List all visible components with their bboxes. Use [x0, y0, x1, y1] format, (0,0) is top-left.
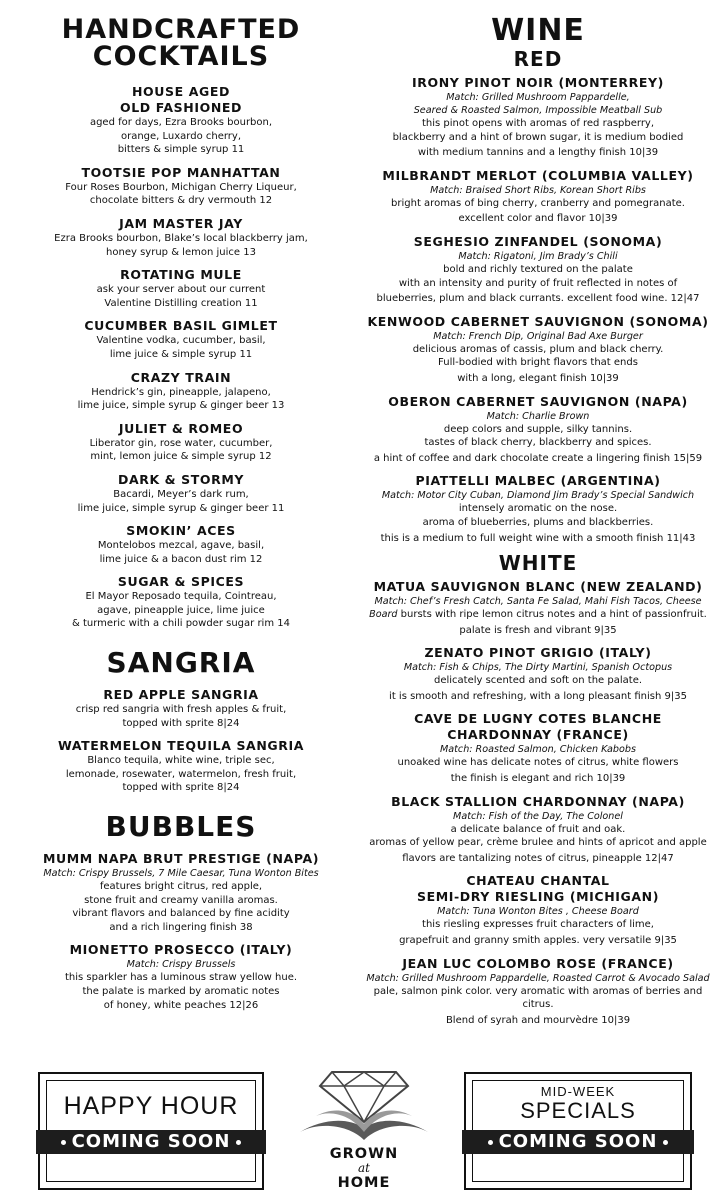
- bubbles-desc: stone fruit and creamy vanilla aromas.: [84, 894, 278, 906]
- wine-price-line: excellent color and flavor 10|39: [458, 213, 618, 225]
- cocktail-item: [14, 472, 348, 515]
- wine-item: [362, 645, 714, 703]
- wine-name: BLACK STALLION CHARDONNAY (NAPA): [391, 793, 685, 809]
- sangria-desc: crisp red sangria with fresh apples & fruit,: [75, 704, 287, 716]
- wine-name: IRONY PINOT NOIR (MONTERREY): [412, 75, 664, 90]
- cocktails-title-line2: COCKTAILS: [92, 41, 270, 72]
- cocktail-desc: agave, pineapple juice, lime juice: [97, 604, 265, 616]
- wine-match: Seared & Roasted Salmon, Impossible Meatball Sub: [413, 105, 663, 116]
- sangria-item: [14, 687, 348, 730]
- cocktail-name: HOUSE AGED: [132, 84, 230, 99]
- bubbles-match: Match: Crispy Brussels, 7 Mile Caesar, Tuna Wonton Bites: [43, 868, 319, 880]
- wine-name: JEAN LUC COLOMBO ROSE (FRANCE): [402, 955, 674, 971]
- cocktail-item: [14, 318, 348, 361]
- cocktail-item: [14, 421, 348, 464]
- bubbles-desc: vibrant flavors and balanced by fine acidity: [72, 908, 290, 920]
- bubbles-desc: features bright citrus, red apple,: [99, 881, 263, 893]
- wine-item: [362, 873, 714, 947]
- wine-desc: tastes of black cherry, blackberry and spices.: [424, 437, 652, 449]
- logo-line3: HOME: [337, 1175, 391, 1191]
- cocktail-name: CRAZY TRAIN: [130, 369, 232, 385]
- diamond-outline: [320, 1072, 408, 1122]
- cocktail-desc: ask your server about our current: [96, 284, 266, 296]
- wine-desc: this riesling expresses fruit characters of lime,: [422, 919, 654, 931]
- wine-match: Match: Grilled Mushroom Pappardelle, Roasted Carrot & Avocado Salad: [366, 972, 710, 984]
- cocktail-desc: mint, lemon juice & simple syrup 12: [90, 451, 272, 463]
- logo-line2: at: [358, 1161, 370, 1175]
- cocktail-name: SUGAR & SPICES: [117, 574, 245, 590]
- wine-match-tail: Board: [369, 609, 398, 621]
- wine-match: Match: Fish & Chips, The Dirty Martini, Spanish Octopus: [403, 662, 673, 674]
- dot-icon: [663, 1140, 668, 1145]
- wine-name: ZENATO PINOT GRIGIO (ITALY): [424, 645, 652, 661]
- cocktail-desc: & turmeric with a chili powder sugar rim 14: [72, 618, 290, 630]
- cocktail-desc: lime juice & simple syrup 11: [109, 348, 253, 360]
- wine-match: Match: French Dip, Original Bad Axe Burger: [433, 330, 643, 342]
- sangria-name: RED APPLE SANGRIA: [103, 687, 259, 703]
- bubbles-title: BUBBLES: [105, 810, 257, 844]
- wine-name: SEMI-DRY RIESLING (MICHIGAN): [416, 889, 660, 905]
- wine-price-line: blueberries, plum and black currants. excellent food wine. 12|47: [376, 293, 700, 305]
- wine-desc: delicious aromas of cassis, plum and black cherry.: [412, 343, 664, 355]
- wine-name: MATUA SAUVIGNON BLANC (NEW ZEALAND): [373, 579, 703, 595]
- cocktail-desc: Bacardi, Meyer’s dark rum,: [113, 488, 249, 500]
- wine-desc: delicately scented and soft on the palate.: [433, 675, 643, 687]
- happy-hour-title: HAPPY HOUR: [63, 1092, 239, 1120]
- cocktail-desc: orange, Luxardo cherry,: [120, 130, 242, 142]
- wine-match: Match: Fish of the Day, The Colonel: [453, 810, 623, 822]
- wine-match: Match: Motor City Cuban, Diamond Jim Brady’s Special Sandwich: [381, 490, 695, 502]
- logo-line1: GROWN: [329, 1146, 399, 1162]
- wine-title: WINE: [491, 13, 585, 48]
- wine-price-line: with medium tannins and a lengthy finish 10|39: [417, 147, 659, 159]
- wine-item: [362, 394, 714, 466]
- wine-name: CHARDONNAY (FRANCE): [447, 727, 629, 743]
- wine-item: [362, 956, 714, 1028]
- wine-price-line: a hint of coffee and dark chocolate create a lingering finish 15|59: [373, 452, 703, 464]
- white-title: WHITE: [498, 551, 578, 576]
- right-column: [362, 13, 714, 1027]
- wine-desc: pale, salmon pink color. very aromatic with aromas of berries and citrus.: [373, 985, 703, 1011]
- cocktail-name: OLD FASHIONED: [119, 100, 242, 115]
- wine-desc: deep colors and supple, silky tannins.: [443, 423, 633, 435]
- diamond-crown: [332, 1072, 396, 1086]
- cocktail-desc: honey syrup & lemon juice 13: [106, 246, 256, 258]
- wine-name: MILBRANDT MERLOT (COLUMBIA VALLEY): [382, 167, 694, 183]
- sangria-desc: Blanco tequila, white wine, triple sec,: [87, 755, 275, 767]
- bubbles-name: MUMM NAPA BRUT PRESTIGE (NAPA): [42, 851, 320, 867]
- wine-desc-tail: bursts with ripe lemon citrus notes and a hint of passionfruit.: [397, 609, 707, 621]
- cocktail-desc: El Mayor Reposado tequila, Cointreau,: [85, 591, 277, 603]
- wine-desc: Full-bodied with bright flavors that ends: [438, 357, 638, 369]
- bubbles-desc: and a rich lingering finish 38: [109, 921, 253, 933]
- bubbles-name: MIONETTO PROSECCO (ITALY): [69, 942, 293, 958]
- grown-at-home-logo: [292, 1066, 436, 1190]
- wine-price-line: the finish is elegant and rich 10|39: [450, 773, 626, 785]
- wine-price-line: flavors are tantalizing notes of citrus, pineapple 12|47: [402, 852, 674, 864]
- cocktail-desc: Four Roses Bourbon, Michigan Cherry Liqueur,: [65, 181, 297, 193]
- cocktail-name: ROTATING MULE: [120, 267, 242, 283]
- cocktail-item: [14, 84, 348, 157]
- wine-match: Match: Braised Short Ribs, Korean Short Ribs: [430, 184, 646, 196]
- wine-match: Match: Charlie Brown: [486, 410, 590, 422]
- wine-name: PIATTELLI MALBEC (ARGENTINA): [415, 473, 661, 489]
- cocktail-desc: Hendrick’s gin, pineapple, jalapeno,: [91, 386, 271, 398]
- wine-name: SEGHESIO ZINFANDEL (SONOMA): [413, 233, 663, 249]
- leaf-right: [364, 1121, 428, 1140]
- wine-price-line: this is a medium to full weight wine with a smooth finish 11|43: [380, 532, 696, 544]
- wine-match: Match: Chef’s Fresh Catch, Santa Fe Salad, Mahi Fish Tacos, Cheese: [374, 596, 702, 608]
- cocktails-title-line1: HANDCRAFTED: [61, 14, 301, 45]
- cocktail-desc: Montelobos mezcal, agave, basil,: [97, 540, 265, 552]
- wine-desc: with an intensity and purity of fruit reflected in notes of: [398, 277, 678, 289]
- midweek-specials-sign: [464, 1072, 692, 1190]
- leaf-left: [300, 1121, 364, 1140]
- cocktail-desc: aged for days, Ezra Brooks bourbon,: [89, 117, 273, 128]
- cocktail-name: SMOKIN’ ACES: [126, 523, 236, 539]
- sangria-desc: topped with sprite 8|24: [122, 782, 240, 794]
- cocktail-item: [14, 216, 348, 259]
- wine-item: [362, 473, 714, 545]
- wine-item: [362, 794, 714, 866]
- sangria-item: [14, 738, 348, 795]
- wine-desc: aroma of blueberries, plums and blackberries.: [422, 516, 654, 528]
- wine-item: [362, 579, 714, 637]
- midweek-line2: SPECIALS: [520, 1098, 636, 1123]
- wine-match: Match: Tuna Wonton Bites , Cheese Board: [437, 906, 639, 918]
- wine-name: CHATEAU CHANTAL: [466, 873, 610, 889]
- left-column: [14, 16, 348, 1012]
- cocktail-desc: Liberator gin, rose water, cucumber,: [89, 437, 273, 449]
- cocktail-item: [14, 267, 348, 310]
- wine-price-line: palate is fresh and vibrant 9|35: [459, 624, 617, 636]
- wine-item: [362, 168, 714, 226]
- wine-item: [362, 75, 714, 160]
- cocktail-item: [14, 523, 348, 566]
- dot-icon: [61, 1140, 66, 1145]
- sangria-desc: lemonade, rosewater, watermelon, fresh fruit,: [65, 768, 297, 780]
- wine-desc: intensely aromatic on the nose.: [458, 503, 618, 515]
- bubbles-item: [14, 851, 348, 934]
- wine-name: KENWOOD CABERNET SAUVIGNON (SONOMA): [367, 313, 709, 329]
- wine-item: [362, 711, 714, 785]
- cocktail-desc: lime juice, simple syrup & ginger beer 11: [77, 502, 285, 514]
- cocktail-item: [14, 165, 348, 208]
- wine-price-line: with a long, elegant finish 10|39: [457, 372, 619, 384]
- sangria-title: SANGRIA: [106, 646, 256, 680]
- wine-price-line: Blend of syrah and mourvèdre 10|39: [445, 1014, 631, 1026]
- cocktail-item: [14, 370, 348, 413]
- happy-hour-banner: [36, 1130, 266, 1154]
- wine-item: [362, 234, 714, 306]
- wine-desc: a delicate balance of fruit and oak.: [450, 823, 626, 835]
- midweek-banner: [462, 1130, 694, 1154]
- midweek-banner-text: COMING SOON: [498, 1131, 658, 1152]
- wine-desc: blackberry and a hint of brown sugar, it is medium bodied: [392, 131, 684, 143]
- wine-match: Match: Roasted Salmon, Chicken Kabobs: [440, 744, 636, 756]
- cocktail-name: JULIET & ROMEO: [118, 420, 244, 436]
- wine-desc: bright aromas of bing cherry, cranberry and pomegranate.: [391, 197, 685, 209]
- bubbles-desc: of honey, white peaches 12|26: [103, 999, 259, 1011]
- cocktails-title: [14, 16, 348, 70]
- cocktail-desc: lime juice, simple syrup & ginger beer 13: [77, 400, 285, 412]
- wine-match: Match: Rigatoni, Jim Brady’s Chili: [458, 250, 618, 262]
- wine-item: [362, 314, 714, 386]
- wine-desc: aromas of yellow pear, crème brulee and hints of apricot and apple: [369, 837, 707, 849]
- bubbles-match: Match: Crispy Brussels: [126, 959, 236, 971]
- footer: [0, 1060, 728, 1200]
- cocktail-name: CUCUMBER BASIL GIMLET: [84, 318, 278, 334]
- wine-match: Match: Grilled Mushroom Pappardelle,: [446, 92, 630, 103]
- bubbles-desc: this sparkler has a luminous straw yellow hue.: [64, 972, 298, 984]
- happy-hour-sign: [38, 1072, 264, 1190]
- wine-desc: [362, 608, 714, 622]
- sangria-name: WATERMELON TEQUILA SANGRIA: [58, 738, 304, 754]
- wine-name: CAVE DE LUGNY COTES BLANCHE: [414, 711, 662, 727]
- cocktail-desc: bitters & simple syrup 11: [117, 144, 245, 156]
- happy-hour-banner-text: COMING SOON: [71, 1131, 231, 1152]
- wine-price-line: it is smooth and refreshing, with a long pleasant finish 9|35: [389, 690, 687, 702]
- cocktail-desc: lime juice & a bacon dust rim 12: [99, 553, 263, 565]
- dot-icon: [488, 1140, 493, 1145]
- cocktail-name: TOOTSIE POP MANHATTAN: [81, 164, 281, 180]
- wine-price-line: grapefruit and granny smith apples. very versatile 9|35: [399, 935, 677, 947]
- bubbles-desc: the palate is marked by aromatic notes: [82, 986, 280, 997]
- cocktail-desc: chocolate bitters & dry vermouth 12: [89, 195, 273, 207]
- diamond-leaf-icon: [292, 1066, 436, 1142]
- cocktail-item: [14, 574, 348, 631]
- red-title: RED: [513, 47, 563, 71]
- wine-desc: this pinot opens with aromas of red raspberry,: [421, 118, 655, 129]
- cocktail-name: JAM MASTER JAY: [119, 215, 243, 231]
- wine-name: OBERON CABERNET SAUVIGNON (NAPA): [388, 393, 688, 409]
- bubbles-item: [14, 942, 348, 1012]
- cocktail-desc: Ezra Brooks bourbon, Blake’s local blackberry jam,: [54, 232, 308, 244]
- cocktail-name: DARK & STORMY: [117, 471, 245, 487]
- cocktail-desc: Valentine Distilling creation 11: [104, 297, 258, 309]
- sangria-desc: topped with sprite 8|24: [122, 717, 240, 729]
- midweek-line1: MID-WEEK: [540, 1084, 616, 1099]
- dot-icon: [236, 1140, 241, 1145]
- wine-desc: bold and richly textured on the palate: [443, 263, 633, 275]
- cocktail-desc: Valentine vodka, cucumber, basil,: [96, 335, 266, 347]
- wine-desc: unoaked wine has delicate notes of citrus, white flowers: [397, 757, 679, 769]
